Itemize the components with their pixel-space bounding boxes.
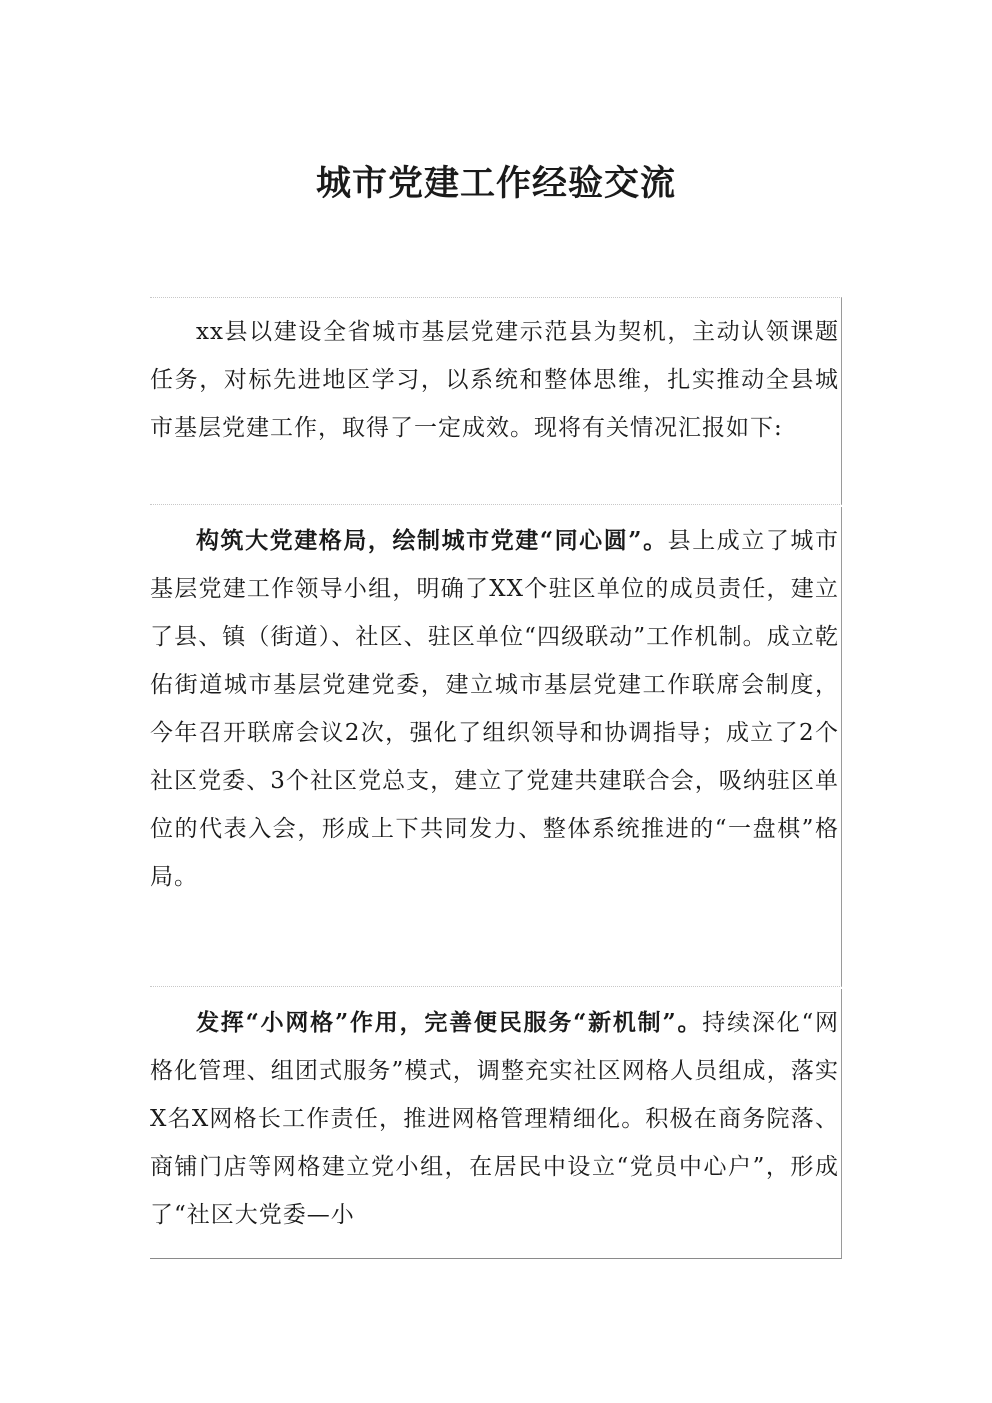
paragraph-text: 持续深化“网格化管理、组团式服务”模式，调整充实社区网格人员组成，落实X名X网格长工作责任，推进网格管理精细化。积极在商务院落、商铺门店等网格建立党小组，在居民中设立“党员中心户”，形成了“社区大党委—小: [150, 1010, 840, 1228]
paragraph-lead: 发挥“小网格”作用，完善便民服务“新机制”。: [196, 1009, 703, 1036]
paragraph-text: xx县以建设全省城市基层党建示范县为契机，主动认领课题任务，对标先进地区学习，以系统和整体思维，扎实推动全县城市基层党建工作，取得了一定成效。现将有关情况汇报如下:: [150, 319, 839, 441]
paragraph-grid-service-block: [150, 989, 842, 1259]
document-title: 城市党建工作经验交流: [315, 163, 676, 204]
paragraph-grid-service: [150, 989, 841, 1239]
paragraph-intro: [150, 298, 841, 452]
paragraph-intro-block: [150, 297, 842, 505]
paragraph-party-building: [150, 507, 841, 901]
paragraph-lead: 构筑大党建格局，绘制城市党建“同心圆”。: [196, 527, 668, 554]
paragraph-party-building-block: [150, 507, 842, 987]
paragraph-text: 县上成立了城市基层党建工作领导小组，明确了XX个驻区单位的成员责任，建立了县、镇（街道）、社区、驻区单位“四级联动”工作机制。成立乾佑街道城市基层党建党委，建立城市基层党建工作联席会制度，今年召开联席会议2次，强化了组织领导和协调指导；成立了2个社区党委、3个社区党总支，建立了党建共建联合会，吸纳驻区单位的代表入会，形成上下共同发力、整体系统推进的“一盘棋”格局。: [150, 528, 839, 890]
